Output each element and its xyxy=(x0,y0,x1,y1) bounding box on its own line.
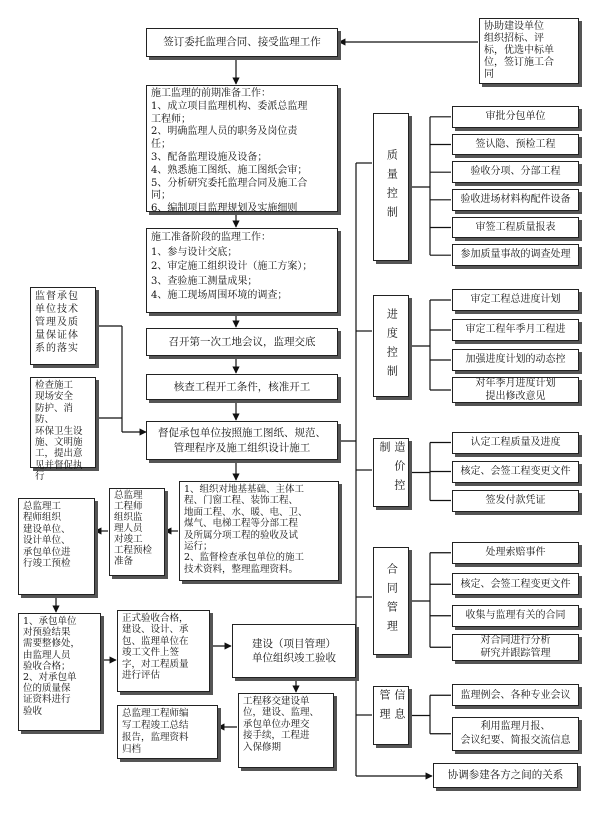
inspection-step: 1、组织对地基基础、主体工 程、门窗工程、装饰工程、 地面工程、水、暖、电、卫、 煤气、电梯工程等分部工程 及所属分项工程的验收及试 运行； 2、监督检查承包单位的施工 技术资料，整理监理资料。 xyxy=(179,481,339,581)
category-item: 处理索赔事件 xyxy=(452,542,579,564)
category-item: 审批分包单位 xyxy=(452,106,579,128)
safety-check-note: 检查施工 现场安全 防护、消防、 环保卫生设 施、文明施 工，提出意 见并督促执行 xyxy=(30,377,96,468)
flow-step-4: 召开第一次工地会议，监理交底 xyxy=(146,328,338,356)
category-item: 验收分项、分部工程 xyxy=(452,161,579,183)
flow-step-6: 督促承包单位按照施工图纸、规范、 管理程序及施工组织设计施工 xyxy=(146,421,338,460)
category-label: 合同管理 xyxy=(373,547,409,655)
category-item: 参加质量事故的调查处理 xyxy=(452,244,579,266)
handover-step: 工程移交建设单 位，建设、监理、 承包单位办理交 接手续，工程进 入保修期 xyxy=(238,693,334,768)
category-item: 审定工程总进度计划 xyxy=(452,289,579,311)
category-item: 核定、会签工程变更文件 xyxy=(452,461,579,483)
flow-step-3: 施工准备阶段的监理工作： 1、参与设计交底； 2、审定施工组织设计（施工方案）； 3、查验施工测量成果； 4、施工现场周围环境的调查； xyxy=(146,228,338,313)
category-item: 加强进度计划的动态控 xyxy=(452,349,579,371)
category-item: 核定、会签工程变更文件 xyxy=(452,573,579,595)
chief-precheck-prep: 总监理 工程师 组织监 理人员 对竣工 工程预检 准备 xyxy=(109,488,165,576)
category-label: 质量控制 xyxy=(373,113,409,261)
category-item: 签认隐、预检工程 xyxy=(452,134,579,156)
formal-acceptance: 正式验收合格， 建设、设计、承 包、监理单位在 竣工文件上签 字，对工程质量 进行评估 xyxy=(117,610,210,692)
category-item: 认定工程质量及进度 xyxy=(452,432,579,454)
category-item: 对年季月进度计划 提出修改意见 xyxy=(452,377,579,403)
category-item: 验收进场材料构配件设备 xyxy=(452,189,579,211)
owner-acceptance: 建设（项目管理） 单位组织竣工验收 xyxy=(232,624,356,678)
coordination-box: 协调参建各方之间的关系 xyxy=(433,763,578,788)
category-item: 利用监理月报、 会议纪要、简报交流信息 xyxy=(452,717,579,752)
category-label: 信息管理 xyxy=(373,686,409,745)
flow-step-5: 核查工程开工条件，核准开工 xyxy=(146,374,338,400)
category-label: 进度控制 xyxy=(373,295,409,397)
final-report: 总监理工程师编 写工程竣工总结 报告，监理资料 归档 xyxy=(117,705,218,759)
category-item: 监理例会、各种专业会议 xyxy=(452,684,579,706)
flow-step-1: 签订委托监理合同、接受监理工作 xyxy=(146,28,338,57)
category-item: 收集与监理有关的合同 xyxy=(452,605,579,627)
chief-organize-precheck: 总监理工 程师组织 建设单位、 设计单位、 承包单位进 行竣工预检 xyxy=(18,498,95,595)
category-item: 审签工程质量报表 xyxy=(452,217,579,239)
category-item: 签发付款凭证 xyxy=(452,490,579,512)
category-item: 对合同进行分析 研究并跟踪管理 xyxy=(452,634,579,662)
rectify-acceptance: 1、承包单位 对预验结果 需要整修处， 由监理人员 验收合格； 2、对承包单 位的质量保 证资料进行 验收 xyxy=(18,613,101,731)
tender-assist-note: 协助建设单位 组织招标、评 标，优选中标单 位，签订施工合 同 xyxy=(479,18,579,84)
category-item: 审定工程年季月工程进 xyxy=(452,319,579,341)
quality-system-note: 监督承包 单位技术 管理及质 量保证体 系的落实 xyxy=(30,287,96,365)
category-label: 造价控制 xyxy=(373,438,409,507)
flow-step-2: 施工监理的前期准备工作： 1、成立项目监理机构、委派总监理 工程师； 2、明确监理人员的职务及岗位责 任； 3、配备监理设施及设备； 4、熟悉施工图纸、施工图纸会审； 5、分析研究委托监理合同及施工合 同； 6、编制项目监理规划及实施细则 xyxy=(146,85,338,212)
